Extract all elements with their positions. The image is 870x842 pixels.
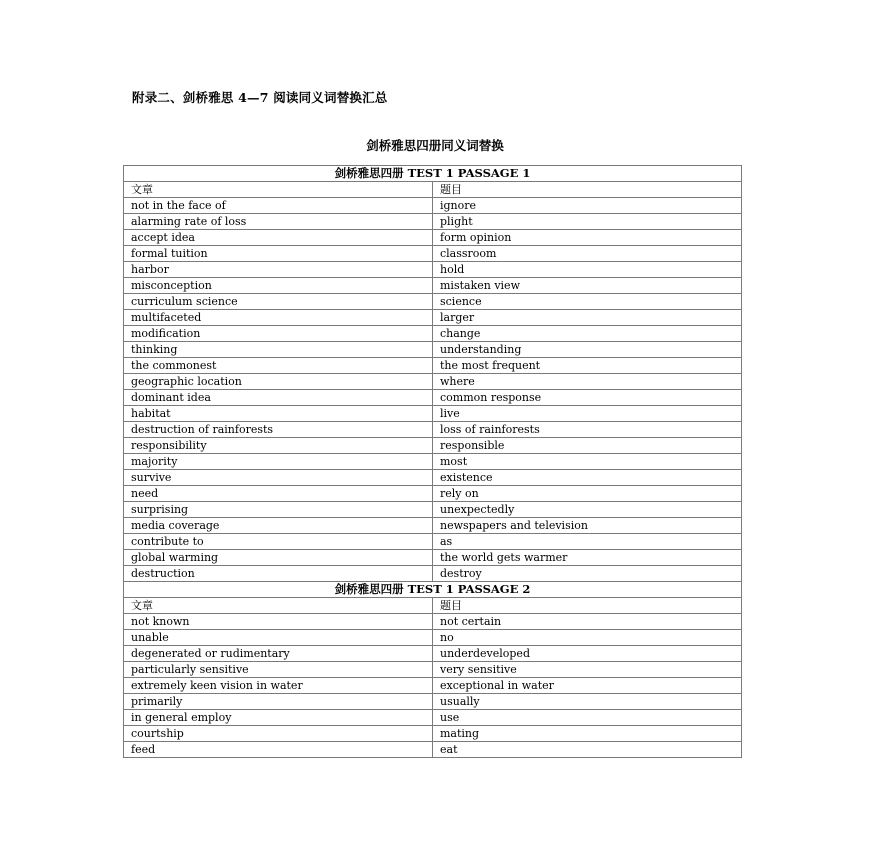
synonym-table-body bbox=[124, 166, 742, 758]
article-term: global warming bbox=[124, 550, 433, 566]
table-row bbox=[124, 214, 742, 230]
article-term: surprising bbox=[124, 502, 433, 518]
table-row bbox=[124, 406, 742, 422]
question-term: science bbox=[433, 294, 742, 310]
question-term: use bbox=[433, 710, 742, 726]
question-term: the world gets warmer bbox=[433, 550, 742, 566]
table-row bbox=[124, 310, 742, 326]
article-term: particularly sensitive bbox=[124, 662, 433, 678]
table-row bbox=[124, 422, 742, 438]
article-term: destruction bbox=[124, 566, 433, 582]
table-row bbox=[124, 342, 742, 358]
table-row bbox=[124, 278, 742, 294]
question-term: unexpectedly bbox=[433, 502, 742, 518]
question-term: mating bbox=[433, 726, 742, 742]
question-term: ignore bbox=[433, 198, 742, 214]
article-term: destruction of rainforests bbox=[124, 422, 433, 438]
header-question: 题目 bbox=[433, 182, 742, 198]
synonym-table bbox=[123, 165, 742, 758]
question-term: destroy bbox=[433, 566, 742, 582]
question-term: newspapers and television bbox=[433, 518, 742, 534]
table-row bbox=[124, 246, 742, 262]
column-header-row bbox=[124, 598, 742, 614]
question-term: hold bbox=[433, 262, 742, 278]
article-term: accept idea bbox=[124, 230, 433, 246]
question-term: understanding bbox=[433, 342, 742, 358]
table-row bbox=[124, 374, 742, 390]
table-row bbox=[124, 646, 742, 662]
table-row bbox=[124, 326, 742, 342]
question-term: most bbox=[433, 454, 742, 470]
question-term: usually bbox=[433, 694, 742, 710]
article-term: media coverage bbox=[124, 518, 433, 534]
section-title: 剑桥雅思四册 TEST 1 PASSAGE 1 bbox=[124, 166, 742, 182]
article-term: curriculum science bbox=[124, 294, 433, 310]
question-term: loss of rainforests bbox=[433, 422, 742, 438]
table-row bbox=[124, 566, 742, 582]
question-term: existence bbox=[433, 470, 742, 486]
table-row bbox=[124, 678, 742, 694]
question-term: common response bbox=[433, 390, 742, 406]
table-row bbox=[124, 614, 742, 630]
table-row bbox=[124, 694, 742, 710]
table-row bbox=[124, 502, 742, 518]
article-term: misconception bbox=[124, 278, 433, 294]
article-term: survive bbox=[124, 470, 433, 486]
article-term: in general employ bbox=[124, 710, 433, 726]
question-term: eat bbox=[433, 742, 742, 758]
table-row bbox=[124, 390, 742, 406]
header-article: 文章 bbox=[124, 182, 433, 198]
table-row bbox=[124, 358, 742, 374]
question-term: exceptional in water bbox=[433, 678, 742, 694]
table-row bbox=[124, 294, 742, 310]
table-row bbox=[124, 518, 742, 534]
question-term: as bbox=[433, 534, 742, 550]
table-row bbox=[124, 534, 742, 550]
question-term: change bbox=[433, 326, 742, 342]
article-term: responsibility bbox=[124, 438, 433, 454]
article-term: alarming rate of loss bbox=[124, 214, 433, 230]
question-term: very sensitive bbox=[433, 662, 742, 678]
article-term: extremely keen vision in water bbox=[124, 678, 433, 694]
question-term: plight bbox=[433, 214, 742, 230]
table-row bbox=[124, 230, 742, 246]
column-header-row bbox=[124, 182, 742, 198]
table-row bbox=[124, 710, 742, 726]
table-row bbox=[124, 742, 742, 758]
header-question: 题目 bbox=[433, 598, 742, 614]
question-term: no bbox=[433, 630, 742, 646]
question-term: underdeveloped bbox=[433, 646, 742, 662]
article-term: harbor bbox=[124, 262, 433, 278]
article-term: courtship bbox=[124, 726, 433, 742]
article-term: modification bbox=[124, 326, 433, 342]
table-row bbox=[124, 454, 742, 470]
table-row bbox=[124, 438, 742, 454]
question-term: the most frequent bbox=[433, 358, 742, 374]
table-row bbox=[124, 662, 742, 678]
article-term: primarily bbox=[124, 694, 433, 710]
article-term: the commonest bbox=[124, 358, 433, 374]
article-term: contribute to bbox=[124, 534, 433, 550]
article-term: multifaceted bbox=[124, 310, 433, 326]
question-term: larger bbox=[433, 310, 742, 326]
section-title: 剑桥雅思四册 TEST 1 PASSAGE 2 bbox=[124, 582, 742, 598]
article-term: not known bbox=[124, 614, 433, 630]
question-term: not certain bbox=[433, 614, 742, 630]
appendix-heading: 附录二、剑桥雅思 4—7 阅读同义词替换汇总 bbox=[132, 90, 388, 105]
article-term: not in the face of bbox=[124, 198, 433, 214]
question-term: rely on bbox=[433, 486, 742, 502]
article-term: thinking bbox=[124, 342, 433, 358]
table-row bbox=[124, 630, 742, 646]
question-term: where bbox=[433, 374, 742, 390]
article-term: habitat bbox=[124, 406, 433, 422]
article-term: need bbox=[124, 486, 433, 502]
question-term: mistaken view bbox=[433, 278, 742, 294]
question-term: classroom bbox=[433, 246, 742, 262]
section-title-row bbox=[124, 582, 742, 598]
article-term: unable bbox=[124, 630, 433, 646]
article-term: degenerated or rudimentary bbox=[124, 646, 433, 662]
header-article: 文章 bbox=[124, 598, 433, 614]
table-row bbox=[124, 262, 742, 278]
section-title-row bbox=[124, 166, 742, 182]
document-title: 剑桥雅思四册同义词替换 bbox=[366, 138, 504, 153]
article-term: geographic location bbox=[124, 374, 433, 390]
article-term: formal tuition bbox=[124, 246, 433, 262]
question-term: responsible bbox=[433, 438, 742, 454]
article-term: majority bbox=[124, 454, 433, 470]
article-term: dominant idea bbox=[124, 390, 433, 406]
table-row bbox=[124, 470, 742, 486]
table-row bbox=[124, 550, 742, 566]
question-term: form opinion bbox=[433, 230, 742, 246]
question-term: live bbox=[433, 406, 742, 422]
table-row bbox=[124, 198, 742, 214]
table-row bbox=[124, 486, 742, 502]
table-row bbox=[124, 726, 742, 742]
article-term: feed bbox=[124, 742, 433, 758]
